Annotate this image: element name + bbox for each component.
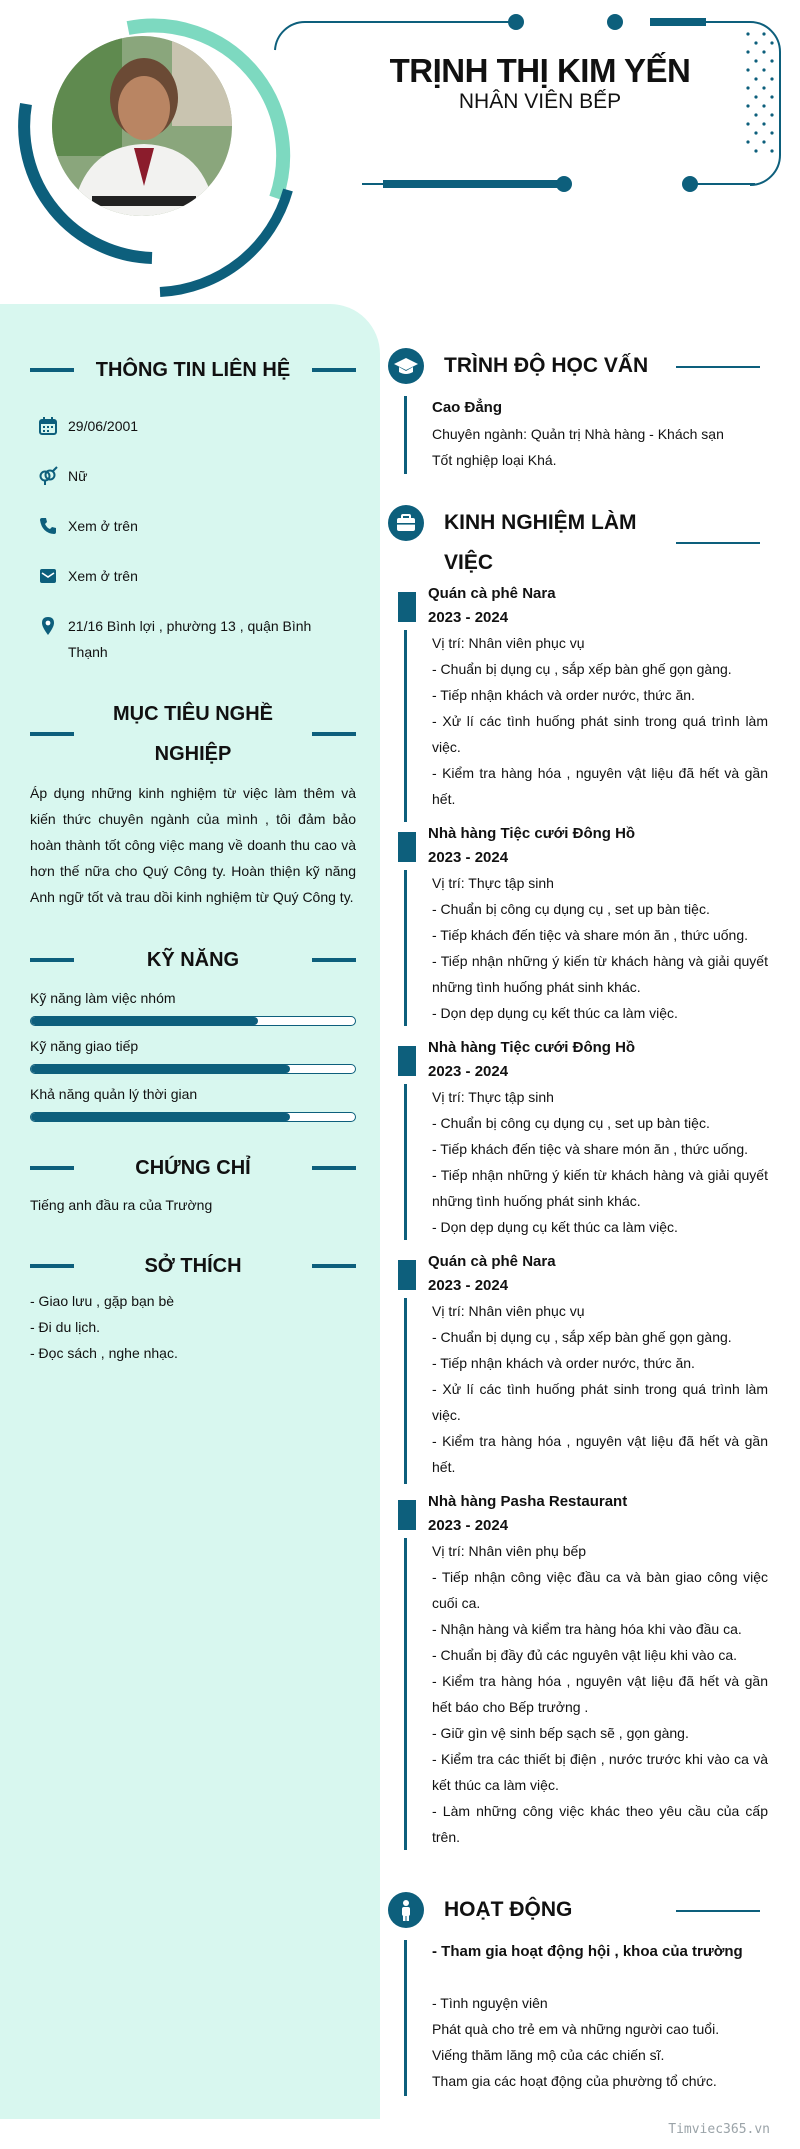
job-company: Quán cà phê Nara bbox=[428, 585, 556, 602]
education-heading: TRÌNH ĐỘ HỌC VẤN bbox=[444, 354, 649, 377]
job-period: 2023 - 2024 bbox=[428, 609, 509, 626]
job-marker bbox=[398, 832, 416, 862]
job-period: 2023 - 2024 bbox=[428, 1517, 509, 1534]
left-column: THÔNG TIN LIÊN HỆ 29/06/2001 Nữ Xem ở trên Xem ở trên 21/16 Bình lợi , phường 13 , quận Bình Thạnh MỤC TIÊU NGHỀ NGHIỆP Áp dụng những kinh nghiệm từ việc làm thêm và kiến thức chuyên ngành của mình , tôi đảm bảo hoàn thành tốt công việc mang về doanh thu cao và hơn thế nữa cho Quý Công ty. Hoàn thiện kỹ năng Anh ngữ tốt và trau dồi kinh nghiệm từ Quý Công ty. KỸ NĂNG Kỹ năng làm việc nhóm Kỹ năng giao tiếp Khả năng quản lý thời gian CHỨNG CHỈ Tiếng anh đầu ra của Trường SỞ THÍCH - Giao lưu , gặp bạn bè - Đi du lịch. - Đọc sách , nghe nhạc. bbox=[0, 304, 380, 2119]
objective-text: Áp dụng những kinh nghiệm từ việc làm thêm và kiến thức chuyên ngành của mình , tôi đảm bảo hoàn thành tốt công việc mang về doanh thu cao và hơn thế nữa cho Quý Công ty. Hoàn thiện kỹ năng Anh ngữ tốt và trau dồi kinh nghiệm từ Quý Công ty. bbox=[30, 785, 356, 905]
skill-label-teamwork: Kỹ năng làm việc nhóm bbox=[30, 990, 176, 1006]
education-major: Chuyên ngành: Quản trị Nhà hàng - Khách sạn bbox=[432, 426, 724, 442]
job-timeline bbox=[404, 1298, 407, 1484]
job-period: 2023 - 2024 bbox=[428, 1063, 509, 1080]
experience-heading-line bbox=[676, 542, 760, 544]
hobby-item: - Đi du lịch. bbox=[30, 1319, 101, 1335]
job-period: 2023 - 2024 bbox=[428, 1277, 509, 1294]
job-marker bbox=[398, 1260, 416, 1290]
activities-timeline bbox=[404, 1940, 407, 2096]
experience-heading: KINH NGHIỆM LÀM VIỆC bbox=[444, 511, 637, 574]
graduation-cap-icon bbox=[388, 348, 424, 384]
skill-label-communication: Kỹ năng giao tiếp bbox=[30, 1038, 139, 1054]
job-description: Vị trí: Nhân viên phụ bếp - Tiếp nhận công việc đầu ca và bàn giao công việc cuối ca. - Nhận hàng và kiểm tra hàng hóa khi vào đầu ca. - Chuẩn bị đầy đủ các nguyên vật liệu khi vào ca. - Kiểm tra hàng hóa , nguyên vật liệu đã hết và gần hết báo cho Bếp trưởng . - Giữ gìn vệ sinh bếp sạch sẽ , gọn gàng. - Kiểm tra các thiết bị điện , nước trước khi vào ca và kết thúc ca làm việc. - Làm những công việc khác theo yêu cầu của cấp trên. bbox=[432, 1543, 768, 1845]
hobby-item: - Đọc sách , nghe nhạc. bbox=[30, 1345, 178, 1361]
job-marker bbox=[398, 592, 416, 622]
job-timeline bbox=[404, 870, 407, 1026]
job-timeline bbox=[404, 1084, 407, 1240]
job-description: Vị trí: Thực tập sinh - Chuẩn bị công cụ dụng cụ , set up bàn tiệc. - Tiếp khách đến tiệc và share món ăn , thức uống. - Tiếp nhận những ý kiến từ khách hàng và giải quyết những tình huống phát sinh khác. - Dọn dẹp dụng cụ kết thúc ca làm việc. bbox=[432, 875, 768, 1021]
education-timeline bbox=[404, 396, 407, 474]
person-icon bbox=[388, 1892, 424, 1928]
job-description: Vị trí: Nhân viên phục vụ - Chuẩn bị dụng cụ , sắp xếp bàn ghế gọn gàng. - Tiếp nhận khách và order nước, thức ăn. - Xử lí các tình huống phát sinh trong quá trình làm việc. - Kiểm tra hàng hóa , nguyên vật liệu đã hết và gần hết. bbox=[432, 635, 768, 807]
job-company: Nhà hàng Pasha Restaurant bbox=[428, 1493, 628, 1510]
certificate-item: Tiếng anh đầu ra của Trường bbox=[30, 1197, 213, 1213]
activities-heading: HOẠT ĐỘNG bbox=[444, 1898, 573, 1921]
job-company: Nhà hàng Tiệc cưới Đông Hồ bbox=[428, 825, 636, 842]
activities-heading-line bbox=[676, 1910, 760, 1912]
job-marker bbox=[398, 1500, 416, 1530]
skill-label-time-management: Khả năng quản lý thời gian bbox=[30, 1086, 198, 1102]
education-heading-line bbox=[676, 366, 760, 368]
activity-title: - Tham gia hoạt động hội , khoa của trường bbox=[432, 1943, 743, 1960]
job-timeline bbox=[404, 630, 407, 822]
objective-heading: MỤC TIÊU NGHỀ NGHIỆP bbox=[30, 694, 356, 774]
job-company: Nhà hàng Tiệc cưới Đông Hồ bbox=[428, 1039, 636, 1056]
hobby-item: - Giao lưu , gặp bạn bè bbox=[30, 1293, 175, 1309]
job-company: Quán cà phê Nara bbox=[428, 1253, 556, 1270]
job-marker bbox=[398, 1046, 416, 1076]
education-school: Cao Đẳng bbox=[432, 399, 503, 416]
contact-heading: THÔNG TIN LIÊN HỆ bbox=[30, 350, 356, 390]
candidate-job-title: NHÂN VIÊN BẾP bbox=[458, 90, 622, 113]
activity-description: - Tình nguyện viên Phát quà cho trẻ em và những người cao tuổi. Viếng thăm lăng mộ của các chiến sĩ. Tham gia các hoạt động của phường tổ chức. bbox=[432, 1995, 720, 2089]
watermark: Timviec365.vn bbox=[668, 2122, 770, 2137]
briefcase-icon bbox=[388, 505, 424, 541]
skills-heading: KỸ NĂNG bbox=[30, 940, 356, 980]
education-grade: Tốt nghiệp loại Khá. bbox=[432, 452, 557, 468]
candidate-name: TRỊNH THỊ KIM YẾN bbox=[389, 52, 691, 89]
certificates-heading: CHỨNG CHỈ bbox=[30, 1148, 356, 1188]
job-description: Vị trí: Thực tập sinh - Chuẩn bị công cụ dụng cụ , set up bàn tiệc. - Tiếp khách đến tiệc và share món ăn , thức uống. - Tiếp nhận những ý kiến từ khách hàng và giải quyết những tình huống phát sinh khác. - Dọn dẹp dụng cụ kết thúc ca làm việc. bbox=[432, 1089, 768, 1235]
job-description: Vị trí: Nhân viên phục vụ - Chuẩn bị dụng cụ , sắp xếp bàn ghế gọn gàng. - Tiếp nhận khách và order nước, thức ăn. - Xử lí các tình huống phát sinh trong quá trình làm việc. - Kiểm tra hàng hóa , nguyên vật liệu đã hết và gần hết. bbox=[432, 1303, 768, 1475]
job-timeline bbox=[404, 1538, 407, 1850]
job-period: 2023 - 2024 bbox=[428, 849, 509, 866]
hobbies-heading: SỞ THÍCH bbox=[30, 1246, 356, 1286]
